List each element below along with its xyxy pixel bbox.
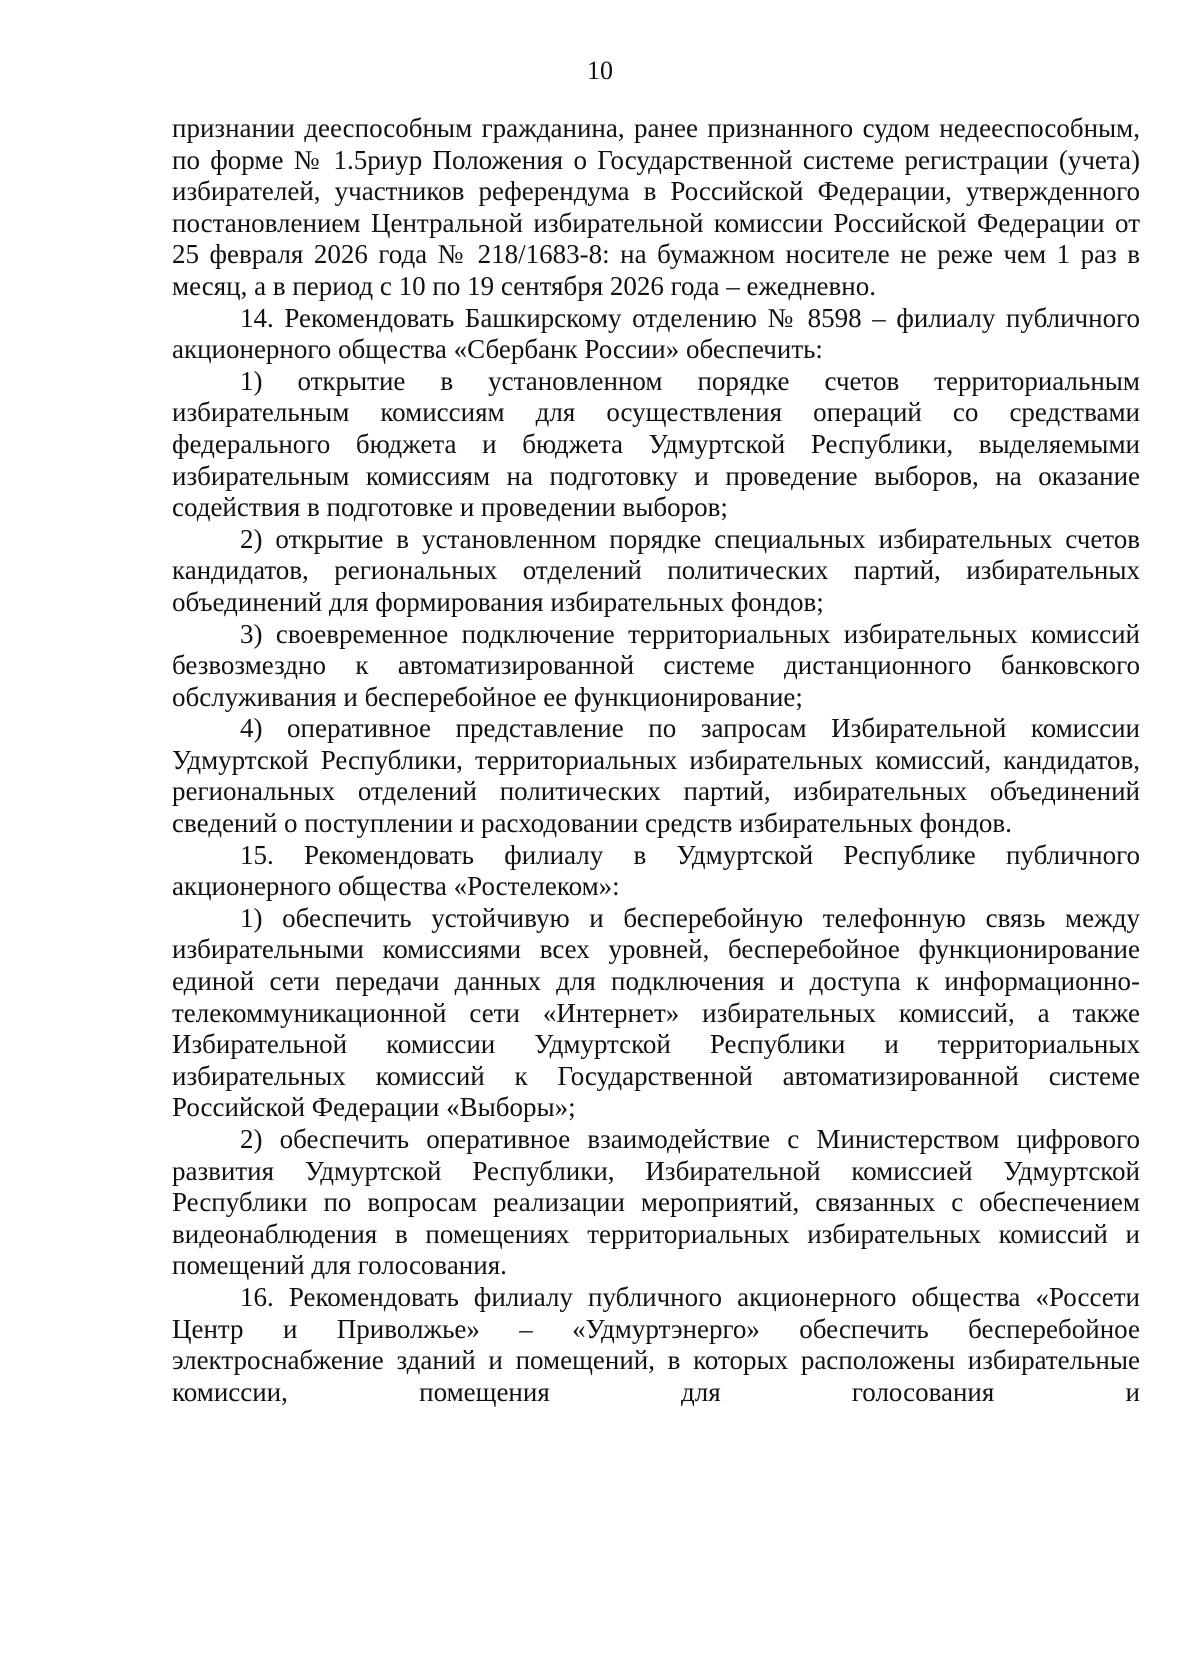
paragraph-item-15-1: 1) обеспечить устойчивую и бесперебойную телефонную связь между избирательными комиссиями всех уровней, бесперебойное функционирование единой сети передачи данных для подключения и доступа к информационно-телекоммуникационной сети «Интернет» избирательных комиссий, а также Избирательной комиссии Удмуртской Республики и территориальных избирательных комиссий к Государственной автоматизированной системе Российской Федерации «Выборы»; xyxy=(172,902,1140,1123)
paragraph-item-14: 14. Рекомендовать Башкирскому отделению № 8598 – филиалу публичного акционерного общества «Сбербанк России» обеспечить: xyxy=(172,302,1140,365)
paragraph-item-14-4: 4) оперативное представление по запросам Избирательной комиссии Удмуртской Республики, территориальных избирательных комиссий, кандидатов, региональных отделений политических партий, избирательных объединений сведений о поступлении и расходовании средств избирательных фондов. xyxy=(172,713,1140,839)
paragraph-item-15: 15. Рекомендовать филиалу в Удмуртской Республике публичного акционерного общества «Ростелеком»: xyxy=(172,839,1140,902)
paragraph-item-14-2: 2) открытие в установленном порядке специальных избирательных счетов кандидатов, региональных отделений политических партий, избирательных объединений для формирования избирательных фондов; xyxy=(172,523,1140,617)
document-body xyxy=(172,113,1140,1408)
paragraph-item-14-1: 1) открытие в установленном порядке счетов территориальным избирательным комиссиям для осуществления операций со средствами федерального бюджета и бюджета Удмуртской Республики, выделяемыми избирательным комиссиям на подготовку и проведение выборов, на оказание содействия в подготовке и проведении выборов; xyxy=(172,365,1140,523)
page-number: 10 xyxy=(587,56,613,85)
paragraph-item-16: 16. Рекомендовать филиалу публичного акционерного общества «Россети Центр и Приволжье» – «Удмуртэнерго» обеспечить бесперебойное электроснабжение зданий и помещений, в которых расположены избирательные комиссии, помещения для голосования и xyxy=(172,1281,1140,1407)
paragraph-item-14-3: 3) своевременное подключение территориальных избирательных комиссий безвозмездно к автоматизированной системе дистанционного банковского обслуживания и бесперебойное ее функционирование; xyxy=(172,618,1140,712)
paragraph-item-15-2: 2) обеспечить оперативное взаимодействие с Министерством цифрового развития Удмуртской Республики, Избирательной комиссией Удмуртской Республики по вопросам реализации мероприятий, связанных с обеспечением видеонаблюдения в помещениях территориальных избирательных комиссий и помещений для голосования. xyxy=(172,1124,1140,1281)
paragraph-continuation: признании дееспособным гражданина, ранее признанного судом недееспособным, по форме № 1.5риур Положения о Государственной системе регистрации (учета) избирателей, участников референдума в Российской Федерации, утвержденного постановлением Центральной избирательной комиссии Российской Федерации от 25 февраля 2026 года № 218/1683-8: на бумажном носителе не реже чем 1 раз в месяц, а в период с 10 по 19 сентября 2026 года – ежедневно. xyxy=(172,113,1140,301)
